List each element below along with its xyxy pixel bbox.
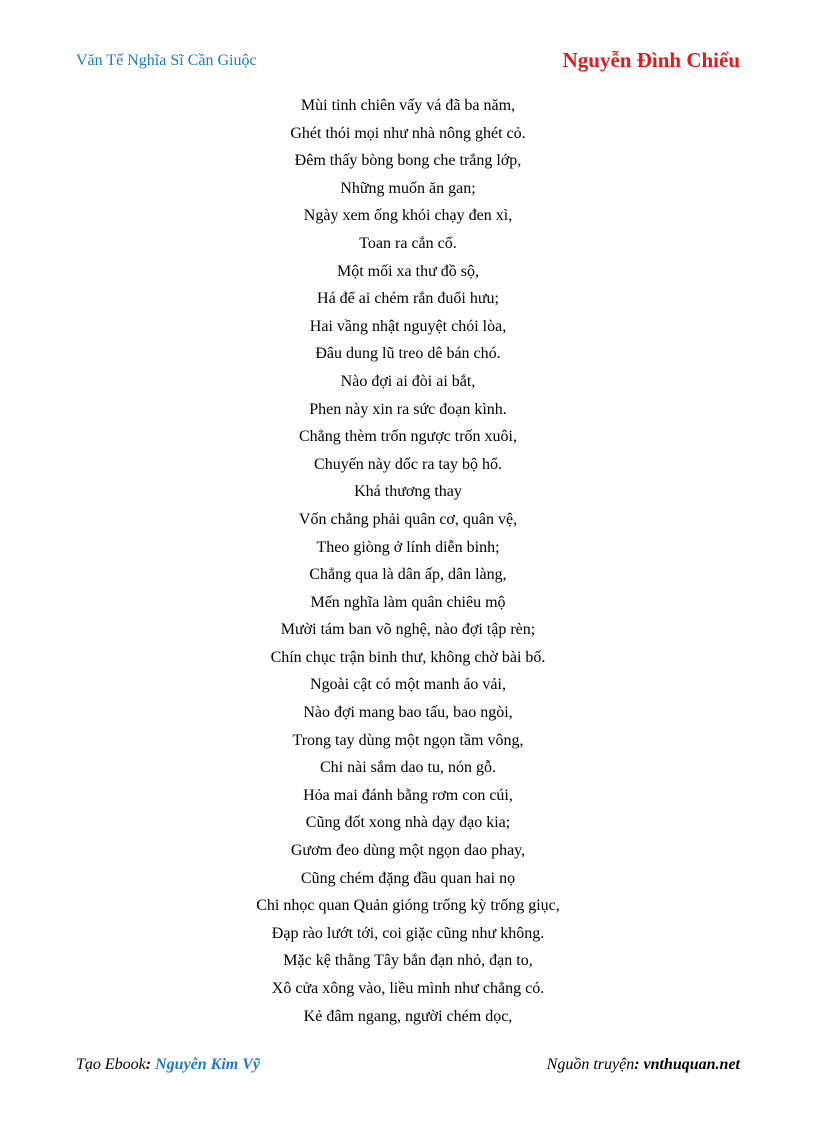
- page-header: [0, 0, 816, 90]
- poem-line: Chi nài sắm dao tu, nón gỗ.: [320, 759, 496, 777]
- ebook-creator-name: Nguyễn Kim Vỹ: [155, 1056, 260, 1073]
- poem-line: Đêm thấy bòng bong che trắng lớp,: [294, 152, 522, 170]
- poem-line: Mặc kệ thằng Tây bắn đạn nhỏ, đạn to,: [283, 952, 533, 970]
- source-credit-colon: :: [634, 1056, 644, 1073]
- poem-line: Xô cửa xông vào, liều mình như chẳng có.: [271, 980, 545, 997]
- page-footer: [0, 1052, 816, 1082]
- poem-line: Nào đợi ai đòi ai bắt,: [340, 372, 476, 390]
- poem-line: Trong tay dùng một ngọn tầm vông,: [292, 731, 524, 749]
- poem-line: Gươm đeo dùng một ngọn dao phay,: [290, 842, 526, 860]
- poem-body: [0, 92, 816, 1030]
- poem-line: Kẻ đâm ngang, người chém dọc,: [303, 1007, 513, 1025]
- source-site-link[interactable]: vnthuquan.net: [643, 1056, 740, 1073]
- poem-line: Chẳng thèm trốn ngược trốn xuôi,: [299, 428, 517, 446]
- poem-line: Những muốn ăn gan;: [340, 179, 476, 197]
- source-credit: [547, 1056, 740, 1074]
- poem-line: Vốn chẳng phải quân cơ, quân vệ,: [298, 510, 518, 528]
- poem-line: Cũng chém đặng đầu quan hai nọ: [300, 869, 516, 887]
- poem-line: Chi nhọc quan Quản gióng trống kỳ trống giục,: [256, 897, 560, 915]
- source-credit-label: Nguồn truyện: [546, 1056, 635, 1073]
- poem-line: Phen này xin ra sức đoạn kình.: [309, 400, 507, 418]
- ebook-credit-label: Tạo Ebook: [76, 1056, 146, 1073]
- poem-line: Khá thương thay: [354, 483, 462, 501]
- ebook-credit-colon: :: [145, 1056, 156, 1073]
- poem-line: Nào đợi mang bao tấu, bao ngòi,: [303, 704, 513, 722]
- poem-line: Ngoài cật có một manh áo vải,: [310, 676, 506, 694]
- poem-line: Chẳng qua là dân ấp, dân làng,: [309, 566, 507, 584]
- poem-line: Hai vầng nhật nguyệt chói lòa,: [309, 317, 507, 335]
- poem-line: Một mối xa thư đồ sộ,: [336, 262, 479, 280]
- poem-line: Theo giòng ở lính diễn binh;: [316, 538, 500, 556]
- author-name: Nguyễn Đình Chiểu: [562, 48, 740, 72]
- poem-line: Chín chục trận binh thư, không chờ bài bố.: [270, 648, 546, 666]
- document-title: Văn Tế Nghĩa Sĩ Cần Giuộc: [76, 52, 257, 69]
- poem-line: Há để ai chém rắn đuổi hưu;: [317, 290, 499, 308]
- poem-line: Ngày xem ống khói chạy đen xì,: [303, 207, 513, 225]
- ebook-credit: [76, 1056, 260, 1074]
- poem-line: Mến nghĩa làm quân chiêu mộ: [310, 593, 506, 611]
- poem-line: Mười tám ban võ nghệ, nào đợi tập rèn;: [280, 621, 536, 639]
- poem-line: Cũng đốt xong nhà dạy đạo kia;: [305, 814, 511, 832]
- poem-line: Đạp rào lướt tới, coi giặc cũng như không.: [271, 924, 545, 942]
- poem-line: Đâu dung lũ treo dê bán chó.: [315, 345, 501, 363]
- poem-line: Mùi tinh chiên vấy vá đã ba năm,: [300, 97, 516, 114]
- poem-line: Chuyến này dốc ra tay bộ hổ.: [314, 455, 502, 473]
- poem-line: Toan ra cắn cổ.: [359, 234, 457, 252]
- poem-line: Hỏa mai đánh bằng rơm con cúi,: [303, 786, 513, 804]
- poem-line: Ghét thói mọi như nhà nông ghét cỏ.: [290, 124, 526, 142]
